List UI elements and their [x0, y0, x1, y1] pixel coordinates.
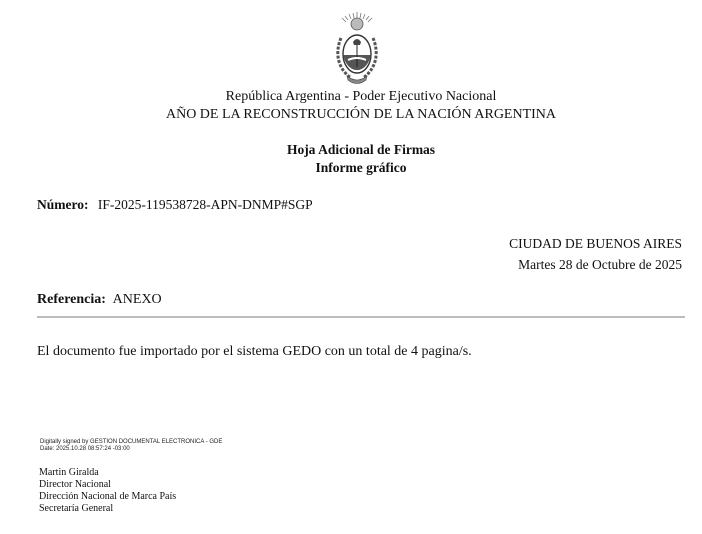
location-city: CIUDAD DE BUENOS AIRES [509, 236, 682, 251]
reference [37, 292, 162, 308]
document-number-label: Número: [37, 197, 89, 212]
signer-department: Secretaría General [39, 503, 114, 514]
digital-signature-stamp [40, 439, 222, 453]
header-line-1: República Argentina - Poder Ejecutivo Nacional [225, 89, 497, 104]
digital-signature-line-1: Digitally signed by GESTION DOCUMENTAL ELECTRONICA - GDE [40, 439, 223, 445]
divider [37, 316, 685, 318]
signer-block [39, 467, 176, 515]
reference-label: Referencia: [37, 292, 106, 307]
signer-title: Director Nacional [39, 479, 111, 490]
digital-signature-date: Date: 2025.10.28 08:57:24 -03:00 [40, 446, 130, 452]
title-line-1: Hoja Adicional de Firmas [286, 142, 436, 157]
signer-name: Martin Giralda [39, 467, 99, 478]
header-line-2: AÑO DE LA RECONSTRUCCIÓN DE LA NACIÓN ARGENTINA [165, 107, 557, 122]
document-number-value: IF-2025-119538728-APN-DNMP#SGP [97, 197, 313, 212]
reference-value: ANEXO [112, 292, 162, 307]
coat-of-arms-argentina-icon [333, 12, 381, 88]
body-text: El documento fue importado por el sistema GEDO con un total de 4 pagina/s. [37, 344, 472, 359]
document-number [37, 197, 313, 213]
title-line-2: Informe gráfico [315, 160, 407, 175]
signer-unit: Dirección Nacional de Marca País [39, 491, 177, 502]
document-date: Martes 28 de Octubre de 2025 [518, 257, 682, 272]
